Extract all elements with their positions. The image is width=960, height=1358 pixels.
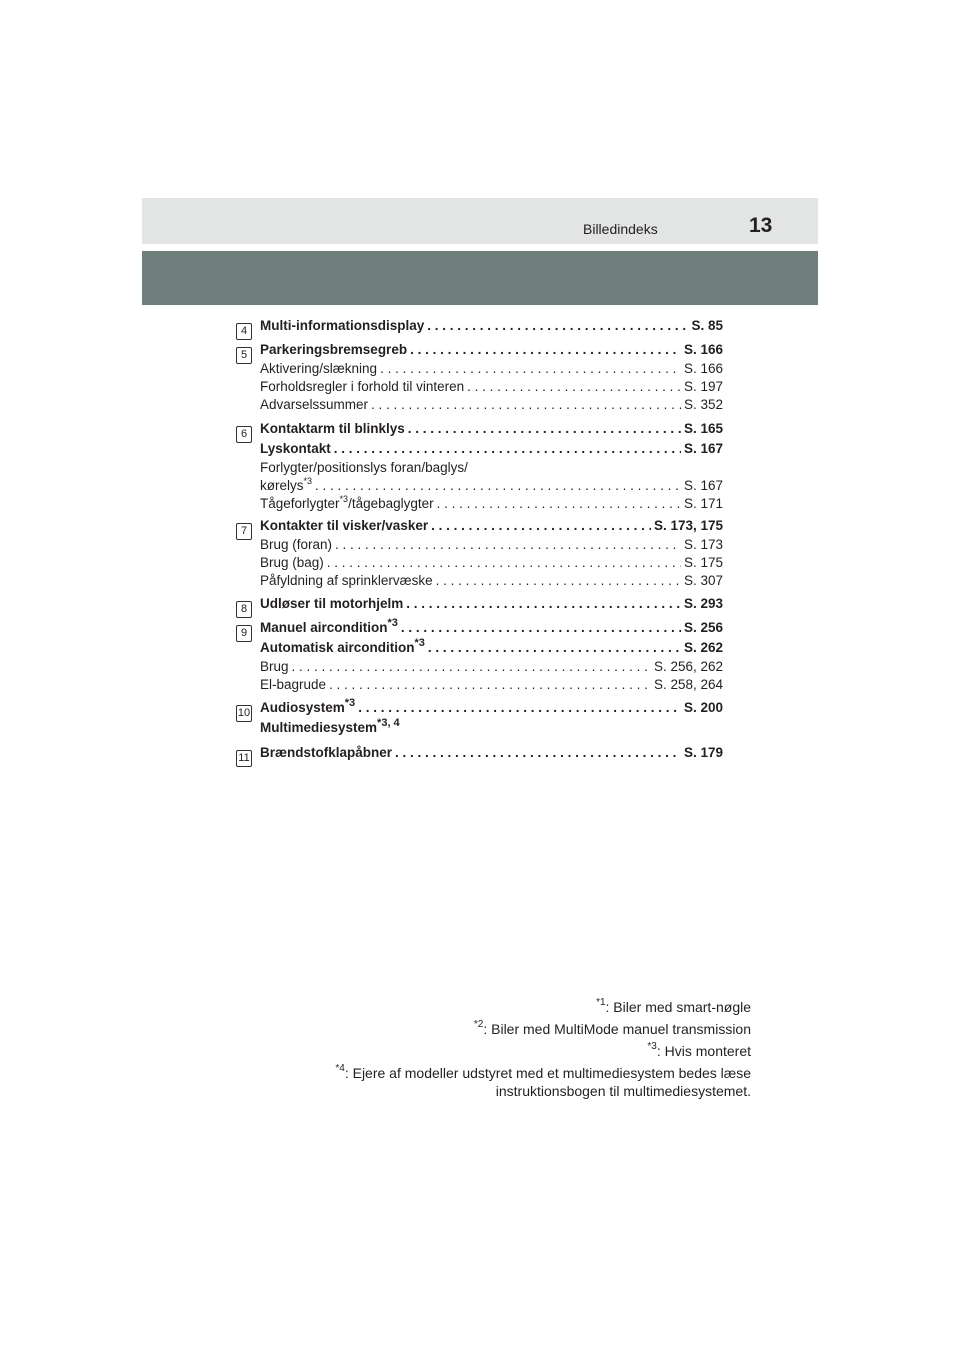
- footnote-text: : Biler med MultiMode manuel transmission: [483, 1021, 751, 1037]
- entry-group: [236, 698, 723, 738]
- page-ref[interactable]: S. 166: [683, 361, 723, 376]
- index-entry[interactable]: [260, 495, 723, 513]
- dot-leader: [395, 743, 681, 763]
- entry-label: Brug (foran): [260, 537, 333, 552]
- entry-text: [260, 378, 467, 396]
- callout-number: 10: [236, 705, 252, 722]
- entry-label: kørelys: [260, 478, 304, 493]
- entry-text: [260, 396, 371, 414]
- footnote-mark: *3: [647, 1041, 657, 1053]
- entry-label: Multimediesystem: [260, 720, 378, 735]
- entry-label: Advarselssummer: [260, 397, 369, 412]
- index-entry[interactable]: [260, 477, 723, 495]
- page-ref[interactable]: S. 179: [683, 745, 723, 760]
- index-entries: [236, 312, 723, 763]
- index-entry-label: [260, 459, 723, 477]
- footnote-text: : Biler med smart-nøgle: [605, 999, 751, 1015]
- entry-text: [260, 638, 428, 658]
- page-ref[interactable]: S. 173, 175: [653, 518, 723, 533]
- index-entry[interactable]: [260, 439, 723, 459]
- entry-label: Kontakter til visker/vasker: [260, 518, 429, 533]
- dot-leader: [329, 676, 651, 694]
- dot-leader: [436, 572, 681, 590]
- footnote-ref: *3: [339, 495, 349, 504]
- entry-label: Forlygter/positionslys foran/baglys/: [260, 460, 468, 475]
- index-entry[interactable]: [260, 676, 723, 694]
- page-ref[interactable]: S. 173: [683, 537, 723, 552]
- page-ref[interactable]: S. 166: [683, 342, 723, 357]
- footnote-ref: *3: [344, 698, 356, 709]
- entry-text: [260, 340, 410, 360]
- dot-leader: [335, 536, 681, 554]
- footnote-ref: *3: [387, 618, 398, 629]
- entry-text: [260, 594, 406, 614]
- dot-leader: [371, 396, 681, 414]
- entry-group: [236, 316, 723, 336]
- entry-text: [260, 316, 427, 336]
- entry-label: Automatisk aircondition: [260, 640, 415, 655]
- entry-group: [236, 743, 723, 763]
- entry-text: [260, 572, 436, 590]
- entry-label: Audiosystem: [260, 700, 345, 715]
- index-entry[interactable]: [260, 698, 723, 718]
- dot-leader: [437, 495, 681, 513]
- index-entry-label: [260, 718, 723, 738]
- page-ref[interactable]: S. 167: [683, 478, 723, 493]
- entry-text: [260, 743, 395, 763]
- entry-group: [236, 594, 723, 614]
- entry-text: [260, 459, 468, 477]
- entry-label: Multi-informationsdisplay: [260, 318, 425, 333]
- footnote-text: : Hvis monteret: [656, 1043, 751, 1059]
- entry-text: [260, 495, 437, 513]
- page-ref[interactable]: S. 85: [691, 318, 723, 333]
- footnotes: [231, 996, 751, 1102]
- entry-group: [236, 340, 723, 414]
- entry-text: [260, 554, 327, 572]
- page-ref[interactable]: S. 293: [683, 596, 723, 611]
- page-ref[interactable]: S. 171: [683, 496, 723, 511]
- index-entry[interactable]: [260, 419, 723, 439]
- section-title: Billedindeks: [583, 221, 658, 237]
- callout-number: 9: [236, 625, 252, 642]
- index-entry[interactable]: [260, 516, 723, 536]
- entry-label: Tågeforlygter: [260, 496, 340, 511]
- header-bar: [142, 198, 818, 244]
- entry-text: [260, 516, 431, 536]
- index-entry[interactable]: [260, 378, 723, 396]
- entry-label: Aktivering/slækning: [260, 361, 378, 376]
- page-ref[interactable]: S. 200: [683, 700, 723, 715]
- footnote-ref: *3: [303, 477, 313, 486]
- entry-text: [260, 419, 408, 439]
- dot-leader: [467, 378, 681, 396]
- page-ref[interactable]: S. 197: [683, 379, 723, 394]
- index-entry[interactable]: [260, 360, 723, 378]
- dot-leader: [315, 477, 681, 495]
- footnote-text: : Ejere af modeller udstyret med et multimediesystem bedes læse: [344, 1065, 751, 1081]
- entry-label: Udløser til motorhjelm: [260, 596, 404, 611]
- entry-text: [260, 676, 329, 694]
- dot-leader: [428, 638, 681, 658]
- index-entry[interactable]: [260, 618, 723, 638]
- index-entry[interactable]: [260, 340, 723, 360]
- page-ref[interactable]: S. 352: [683, 397, 723, 412]
- page-ref[interactable]: S. 307: [683, 573, 723, 588]
- index-entry[interactable]: [260, 396, 723, 414]
- dot-leader: [401, 618, 681, 638]
- callout-number: 4: [236, 323, 252, 340]
- index-entry[interactable]: [260, 554, 723, 572]
- page-ref[interactable]: S. 256: [683, 620, 723, 635]
- index-entry[interactable]: [260, 316, 723, 336]
- entry-text: [260, 477, 315, 495]
- index-entry[interactable]: [260, 572, 723, 590]
- dot-leader: [292, 658, 651, 676]
- entry-label: Forholdsregler i forhold til vinteren: [260, 379, 465, 394]
- index-entry[interactable]: [260, 743, 723, 763]
- entry-label: Manuel aircondition: [260, 620, 388, 635]
- dot-leader: [380, 360, 681, 378]
- entry-label: Parkeringsbremsegreb: [260, 342, 408, 357]
- callout-number: 7: [236, 523, 252, 540]
- dot-leader: [358, 698, 681, 718]
- index-entry[interactable]: [260, 594, 723, 614]
- entry-group: [236, 618, 723, 694]
- dot-leader: [327, 554, 681, 572]
- page-ref[interactable]: S. 167: [683, 441, 723, 456]
- index-entry[interactable]: [260, 536, 723, 554]
- page-number: 13: [749, 214, 773, 237]
- dot-leader: [427, 316, 688, 336]
- footnote-cont: instruktionsbogen til multimediesystemet.: [495, 1083, 751, 1099]
- entry-text: [260, 718, 400, 738]
- dot-leader: [431, 516, 651, 536]
- entry-label: El-bagrude: [260, 677, 327, 692]
- callout-number: 8: [236, 601, 252, 618]
- entry-group: [236, 419, 723, 513]
- entry-text: [260, 536, 335, 554]
- entry-label: Lyskontakt: [260, 441, 331, 456]
- dot-leader: [408, 419, 681, 439]
- entry-text: [260, 360, 380, 378]
- header-band: [142, 251, 818, 305]
- dot-leader: [406, 594, 681, 614]
- page-ref[interactable]: S. 258, 264: [653, 677, 723, 692]
- footnote-ref: *3: [414, 638, 425, 649]
- page-ref[interactable]: S. 165: [683, 421, 723, 436]
- entry-label: Kontaktarm til blinklys: [260, 421, 405, 436]
- footnote-mark: *2: [473, 1019, 484, 1031]
- entry-label: Brug: [260, 659, 289, 674]
- entry-label: Brændstofklapåbner: [260, 745, 393, 760]
- page-ref[interactable]: S. 262: [683, 640, 723, 655]
- dot-leader: [410, 340, 681, 360]
- entry-text: [260, 698, 358, 718]
- entry-group: [236, 516, 723, 590]
- callout-number: 6: [236, 426, 252, 443]
- footnote-mark: *1: [596, 997, 606, 1009]
- footnote: [231, 1040, 751, 1062]
- page-ref[interactable]: S. 256, 262: [653, 659, 723, 674]
- callout-number: 5: [236, 347, 252, 364]
- entry-label-cont: /tågebaglygter: [348, 496, 434, 511]
- dot-leader: [334, 439, 681, 459]
- footnote-ref: *3, 4: [377, 718, 400, 729]
- index-entry[interactable]: [260, 658, 723, 676]
- footnote-mark: *4: [335, 1063, 345, 1075]
- entry-text: [260, 658, 292, 676]
- entry-text: [260, 618, 401, 638]
- entry-text: [260, 439, 334, 459]
- entry-label: Påfyldning af sprinklervæske: [260, 573, 433, 588]
- footnote: [231, 1018, 751, 1040]
- index-entry[interactable]: [260, 638, 723, 658]
- callout-number: 11: [236, 750, 252, 767]
- footnote: [231, 996, 751, 1018]
- page-ref[interactable]: S. 175: [683, 555, 723, 570]
- entry-label: Brug (bag): [260, 555, 324, 570]
